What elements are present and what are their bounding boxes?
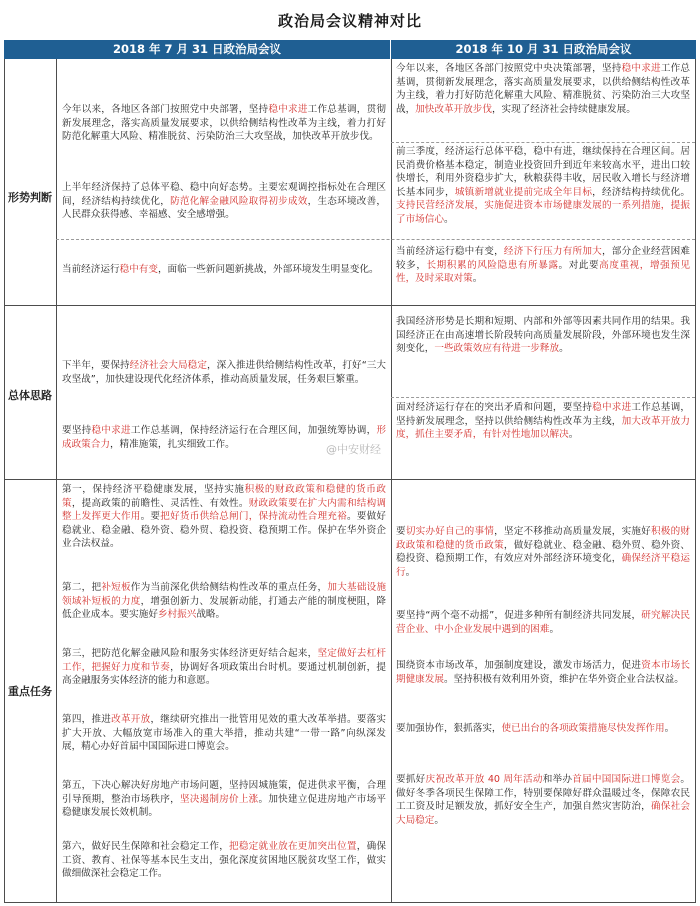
highlighted-text: 加大改革开放力度，抓住主要矛盾，有针对性地加以解决 <box>396 415 691 441</box>
highlighted-text: 加大基础设施领域补短板的力度 <box>62 582 387 607</box>
paragraph-text: 工作总基调，坚持新发展理念，坚持以供给侧结构性改革为主线， <box>396 402 691 427</box>
watermark: @中安财经 <box>322 440 385 458</box>
paragraph-text: 。 <box>559 343 569 355</box>
paragraph-text: 和举办 <box>542 774 573 785</box>
highlighted-text: 财政政策要在扩大内需和结构调整上发挥更大作用 <box>62 497 387 523</box>
paragraph-text: 第三，把防范化解金融风险和服务实体经济更好结合起来， <box>62 648 318 659</box>
highlighted-text: 坚决遏制房价上涨 <box>179 793 259 805</box>
paragraph-text: ，精准施策，扎实细致工作。 <box>109 438 235 450</box>
paragraph-text: 今年以来，各地区各部门按照党中央决策部署，坚持 <box>396 63 622 74</box>
paragraph-text: 。坚持积极有效利用外资，维护在华外资企业合法权益。 <box>443 673 684 685</box>
july-task-3 <box>62 647 386 688</box>
october-task-4 <box>396 722 690 736</box>
paragraph-text: 第一，保持经济平稳健康发展，坚持实施 <box>62 484 245 495</box>
highlighted-text: 经济社会大局稳定 <box>129 360 208 371</box>
highlighted-text: 确保经济平稳运行 <box>396 553 691 578</box>
paragraph-text: 上半年经济保持了总体平稳、稳中向好态势。主要宏观调控指标处在合理区间，经济结构持续优化， <box>62 182 386 207</box>
paragraph-text: 前三季度，经济运行总体平稳，稳中有进，继续保持在合理区间。居民消费价格基本稳定，制造业投资回升到近年来较高水平，进出口较快增长，利用外资稳步扩大，秋粮获得丰收，居民收入增长与经济增长基本同步， <box>396 146 690 198</box>
paragraph-text: 工作总基调，保持经济运行在合理区间，加强统筹协调， <box>130 425 377 436</box>
highlighted-text: 防范化解金融风险取得初步成效 <box>170 195 308 207</box>
paragraph-text: 。要做好稳就业、稳金融、稳外资、稳外贸、稳投资、稳预期工作。保护在华外资企业合法权益。 <box>62 511 387 550</box>
paragraph-text: ，提高政策的前瞻性、灵活性、有效性。 <box>71 497 249 509</box>
october-situation-2 <box>396 145 690 227</box>
july-task-1 <box>62 483 386 551</box>
paragraph-text: ，生态环境改善，人民群众获得感、幸福感、安全感增强。 <box>62 195 387 221</box>
paragraph-text: ，部分企业经营困难较多， <box>396 246 691 271</box>
highlighted-text: 坚定做好去杠杆工作，把握好力度和节奏 <box>62 648 387 673</box>
paragraph-text: ，确保工资、教育、社保等基本民生支出，强化深度贫困地区脱贫攻坚工作，做实做细做深社会稳定工作。 <box>62 841 387 880</box>
paragraph-text: 。要 <box>140 511 161 523</box>
paragraph-text: 当前经济运行 <box>62 264 120 275</box>
paragraph-text: 当前经济运行稳中有变， <box>396 246 504 257</box>
highlighted-text: 研究解决民营企业、中小企业发展中遇到的困难 <box>396 610 690 635</box>
paragraph-text: ，增强创新力、发展新动能，打通去产能的制度梗阻，降低企业成本。要实施好 <box>62 595 387 621</box>
paragraph-text: ，实现了经济社会持续健康发展。 <box>491 103 636 115</box>
paragraph-text: 工作总基调，贯彻新发展理念，落实高质量发展要求，以供给侧结构性改革为主线，着力打好防范化解重大风险、精准脱贫、污染防治三大攻坚战， <box>396 63 691 115</box>
paragraph-text: 我国经济形势是长期和短期、内部和外部等因素共同作用的结果。我国经济正在由高速增长阶段转向高质量发展阶段，外部环境也发生深刻变化， <box>396 316 690 355</box>
paragraph-text: 要坚持“两个毫不动摇”，促进多种所有制经济共同发展， <box>396 610 642 621</box>
highlighted-text: 稳中求进 <box>621 63 661 74</box>
column-header-july: 2018 年 7 月 31 日政治局会议 <box>4 40 390 59</box>
paragraph-text: 第四，推进 <box>62 714 112 725</box>
october-approach-2 <box>396 401 690 442</box>
page-title: 政治局会议精神对比 <box>277 12 422 30</box>
highlighted-text: 积极的财政政策和稳健的货币政策 <box>62 484 387 509</box>
july-situation-1 <box>62 103 386 144</box>
paragraph-text: 战略。 <box>196 609 226 621</box>
paragraph-text: ，经济结构持续优化。 <box>592 186 691 198</box>
paragraph-text: ，协调好各项政策出台时机。要通过机制创新，提高金融服务实体经济的能力和意愿。 <box>62 661 387 687</box>
july-approach-1 <box>62 359 386 386</box>
october-approach-1 <box>396 315 690 356</box>
highlighted-text: 稳中求进 <box>268 104 308 115</box>
highlighted-text: 改革开放 <box>111 714 151 725</box>
highlighted-text: 形成政策合力 <box>62 425 387 450</box>
paragraph-text: 。 <box>664 723 675 734</box>
paragraph-text: 第六，做好民生保障和社会稳定工作， <box>62 841 230 852</box>
october-situation-3 <box>396 245 690 286</box>
highlighted-text: 加快改革开放步伐 <box>415 103 492 115</box>
highlighted-text: 积极的财政政策和稳健的货币政策 <box>396 526 691 551</box>
highlighted-text: 庆祝改革开放 40 周年活动 <box>425 774 543 785</box>
category-approach: 总体思路 <box>8 389 52 402</box>
paragraph-text: ，坚定不移推动高质量发展，实施好 <box>494 526 651 537</box>
paragraph-text: 。对此要 <box>558 259 600 271</box>
highlighted-text: 确保社会大局稳定 <box>396 801 690 826</box>
paragraph-text: 。 <box>443 213 454 225</box>
highlighted-text: 稳中有变 <box>119 264 158 275</box>
highlighted-text: 长期积累的风险隐患有所暴露 <box>426 259 559 271</box>
column-divider <box>391 59 392 902</box>
july-situation-2 <box>62 181 386 222</box>
july-task-2 <box>62 581 386 622</box>
paragraph-text: 。 <box>568 429 579 441</box>
paragraph-text: ，面临一些新问题新挑战，外部环境发生明显变化。 <box>157 264 379 275</box>
highlighted-text: 乡村振兴 <box>157 609 197 621</box>
separator-situation-approach <box>4 305 696 306</box>
paragraph-text: 。做好冬季各项民生保障工作，特别要保障好群众温暖过冬，保障农民工工资及时足额发放，抓好安全生产，加强自然灾害防治， <box>396 774 691 813</box>
separator-approach-tasks <box>4 479 696 480</box>
highlighted-text: 一些政策效应有待进一步释放 <box>434 343 560 355</box>
row-separator <box>391 142 695 143</box>
table-border-right <box>695 59 696 902</box>
july-task-5 <box>62 779 386 820</box>
highlighted-text: 切实办好自己的事情 <box>405 526 495 537</box>
paragraph-text: ，继续研究推出一批管用见效的重大改革举措。要落实扩大开放、大幅放宽市场准入的重大举措，推动共建“一带一路”向纵深发展，精心办好首届中国国际进口博览会。 <box>62 714 387 753</box>
paragraph-text: 下半年，要保持 <box>62 360 130 371</box>
row-separator <box>56 239 695 240</box>
row-separator <box>391 397 695 398</box>
highlighted-text: 高度重视，增强预见性，及时采取对策 <box>396 259 691 285</box>
paragraph-text: ，深入推进供给侧结构性改革，打好“三大攻坚战”，加快建设现代化经济体系，推动高质量发展，任务艰巨繁重。 <box>62 360 386 385</box>
category-divider <box>56 59 57 902</box>
paragraph-text: 。 <box>549 623 560 635</box>
october-task-1 <box>396 525 690 579</box>
october-task-3 <box>396 659 690 686</box>
comparison-table <box>4 59 696 903</box>
paragraph-text: 要坚持 <box>62 425 92 436</box>
highlighted-text: 使已出台的各项政策措施尽快发挥作用 <box>501 723 665 734</box>
highlighted-text: 资本市场长期健康发展 <box>396 660 691 685</box>
highlighted-text: 经济下行压力有所加大 <box>503 246 602 257</box>
paragraph-text: 今年以来，各地区各部门按照党中央部署，坚持 <box>62 104 269 115</box>
paragraph-text: ，做好稳就业、稳金融、稳外贸、稳外资、稳投资、稳预期工作，有效应对外部经济环境变化， <box>396 539 691 565</box>
category-situation: 形势判断 <box>8 191 52 204</box>
paragraph-text: 第二，把 <box>62 582 102 593</box>
highlighted-text: 支持民营经济发展，实施促进资本市场健康发展的一系列措施，提振了市场信心 <box>396 200 690 225</box>
highlighted-text: 稳中求进 <box>592 402 632 413</box>
highlighted-text: 补短板 <box>101 582 131 593</box>
paragraph-text: 。加快建立促进房地产市场平稳健康发展长效机制。 <box>62 793 387 819</box>
october-situation-1 <box>396 62 690 116</box>
paragraph-text: 。 <box>405 566 416 578</box>
column-header-october: 2018 年 10 月 31 日政治局会议 <box>391 40 696 59</box>
table-border-left <box>4 59 5 902</box>
july-situation-3 <box>62 263 386 277</box>
highlighted-text: 把稳定就业放在更加突出位置 <box>229 841 357 852</box>
july-task-6 <box>62 840 386 881</box>
july-task-4 <box>62 713 386 754</box>
october-task-5 <box>396 773 690 827</box>
paragraph-text: 工作总基调，贯彻新发展理念，落实高质量发展要求，以供给侧结构性改革为主线，着力打好防范化解重大风险、精准脱贫、污染防治三大攻坚战，加快改革开放步伐。 <box>62 104 387 143</box>
category-tasks: 重点任务 <box>8 685 52 698</box>
paragraph-text: 要 <box>396 526 406 537</box>
highlighted-text: 稳中求进 <box>91 425 131 436</box>
paragraph-text: 围绕资本市场改革，加强制度建设，激发市场活力，促进 <box>396 660 642 671</box>
paragraph-text: 。 <box>434 814 444 826</box>
paragraph-text: 第五，下决心解决好房地产市场问题，坚持因城施策，促进供求平衡，合理引导预期，整治市场秩序， <box>62 780 386 805</box>
paragraph-text: 要加强协作，狠抓落实， <box>396 723 502 734</box>
paragraph-text: 。 <box>472 273 483 285</box>
highlighted-text: 首届中国国际进口博览会 <box>572 774 681 785</box>
october-task-2 <box>396 609 690 636</box>
highlighted-text: 城镇新增就业提前完成全年目标 <box>454 186 593 198</box>
paragraph-text: 面对经济运行存在的突出矛盾和问题，要坚持 <box>396 402 593 413</box>
highlighted-text: 把好货币供给总闸门，保持流动性合理充裕 <box>160 511 347 523</box>
paragraph-text: 要抓好 <box>396 774 426 785</box>
paragraph-text: 作为当前深化供给侧结构性改革的重点任务， <box>130 582 328 593</box>
